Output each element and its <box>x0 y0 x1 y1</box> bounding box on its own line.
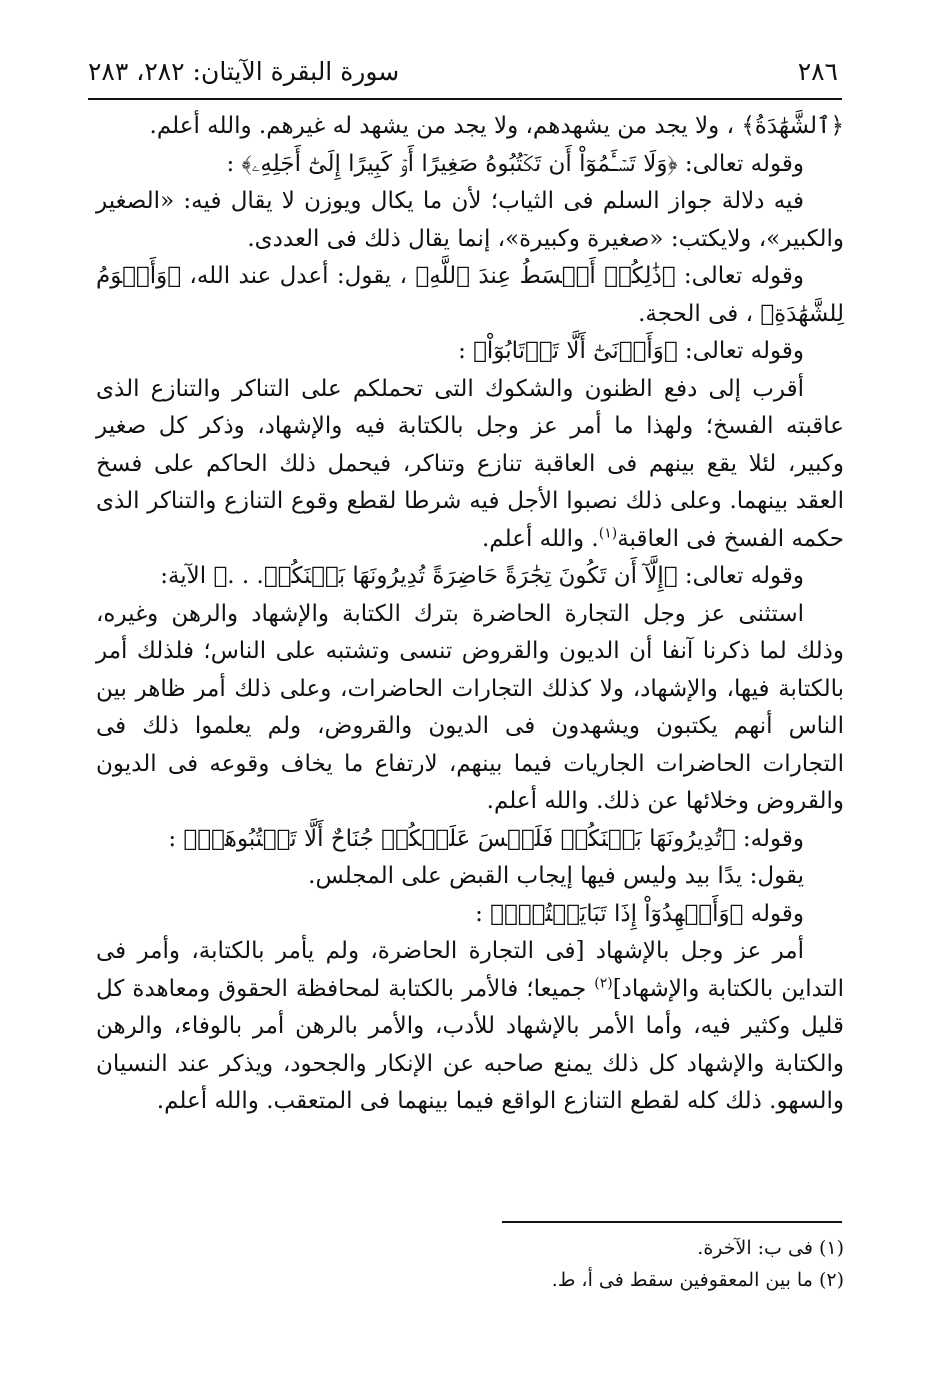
page-number: ٢٨٦ <box>797 57 838 86</box>
paragraph: وقوله تعالى: ﴿ذَٰلِكُمۡ أَقۡسَطُ عِندَ ٱللَّهِ﴾ ، يقول: أعدل عند الله، ﴿وَأَقۡوَمُ لِلشَّهَٰدَةِ﴾ ، فى الحجة. <box>96 263 844 327</box>
paragraph: يقول: يدًا بيد وليس فيها إيجاب القبض على المجلس. <box>308 863 804 889</box>
header-divider <box>88 98 842 100</box>
footnote-divider <box>502 1221 842 1223</box>
paragraph: استثنى عز وجل التجارة الحاضرة بترك الكتابة والإشهاد والرهن وغيره، وذلك لما ذكرنا آنفا أن الديون والقروض تنسى وتشتبه على الناس؛ فلذلك أمر بالكتابة فيها، والإشهاد، ولا كذلك التجارات الحاضرات، وعلى ذلك أمر ظاهر بين الناس أنهم يكتبون ويشهدون فى الديون والقروض، ولم يعلموا ذلك فى التجارات الحاضرات الجاريات فيما بينهم، لارتفاع ما يخاف وقوعه فى الديون والقروض وخلائها عن ذلك. والله أعلم. <box>96 600 844 814</box>
footnote-ref: (١) <box>598 524 618 541</box>
paragraph-text: أمر عز وجل بالإشهاد [فى التجارة الحاضرة، ولم يأمر بالكتابة، وأمر فى التداين بالكتابة والإشهاد] <box>96 938 844 1002</box>
paragraph: فيه دلالة جواز السلم فى الثياب؛ لأن ما يكال ويوزن لا يقال فيه: «الصغير والكبير»، ولايكتب: «صغيرة وكبيرة»، إنما يقال ذلك فى العددى. <box>96 188 844 252</box>
paragraph: وقوله تعالى: ﴿وَلَا تَسۡـَٔمُوٓاْ أَن تَكۡتُبُوهُ صَغِيرًا أَوۡ كَبِيرًا إِلَىٰٓ أَجَلِهِۦ﴾ : <box>226 150 804 177</box>
main-text <box>96 108 844 1121</box>
paragraph: وقوله تعالى: ﴿وَأَدۡنَىٰٓ أَلَّا تَرۡتَابُوٓاْ﴾ : <box>458 338 804 364</box>
footnotes <box>96 1232 844 1296</box>
paragraph: وقوله تعالى: ﴿إِلَّآ أَن تَكُونَ تِجَٰرَةً حَاضِرَةً تُدِيرُونَهَا بَيۡنَكُمۡ. . .﴾ الآية: <box>160 563 804 589</box>
page-header <box>88 55 842 99</box>
footnote: (٢) ما بين المعقوفين سقط فى أ، ط. <box>551 1269 844 1291</box>
footnote: (١) فى ب: الآخرة. <box>697 1237 844 1259</box>
paragraph: وقوله ﴿وَأَشۡهِدُوٓاْ إِذَا تَبَايَعۡتُمۡۚ﴾ : <box>475 900 804 927</box>
paragraph <box>96 371 844 559</box>
paragraph: ﴿ٱلشَّهَٰدَةُ﴾ ، ولا يجد من يشهدهم، ولا يجد من يشهد له غيرهم. والله أعلم. <box>149 113 844 139</box>
paragraph-text: . والله أعلم. <box>481 525 599 552</box>
footnote-ref: (٢) <box>594 974 613 991</box>
paragraph-text: جميعا؛ فالأمر بالكتابة لمحافظة الحقوق ومعاهدة كل قليل وكثير فيه، وأما الأمر بالإشهاد للأدب، والأمر بالرهن أمر بالوفاء، والرهن والكتابة والإشهاد كل ذلك يمنع صاحبه عن الإنكار والجحود، ويذكر عند النسيان والسهو. ذلك كله لقطع التنازع الواقع فيما بينهما فى المتعقب. والله أعلم. <box>96 975 844 1114</box>
paragraph-text: أقرب إلى دفع الظنون والشكوك التى تحملكم على التناكر والتنازع الذى عاقبته الفسخ؛ ولهذا ما أمر عز وجل بالكتابة فيه والإشهاد، وذكر كل صغير وكبير، لئلا يقع بينهم فى العاقبة تنازع وتناكر، فيحمل ذلك الحاكم على فسخ العقد بينهما. وعلى ذلك نصبوا الأجل فيه شرطا لقطع وقوع التنازع والتناكر الذى حكمه الفسخ فى العاقبة <box>96 375 844 552</box>
paragraph <box>96 933 844 1121</box>
paragraph: وقوله: ﴿تُدِيرُونَهَا بَيۡنَكُمۡ فَلَيۡسَ عَلَيۡكُمۡ جُنَاحٌ أَلَّا تَكۡتُبُوهَاۗ﴾ : <box>168 825 804 852</box>
running-title: سورة البقرة الآيتان: ٢٨٢، ٢٨٣ <box>88 57 400 86</box>
